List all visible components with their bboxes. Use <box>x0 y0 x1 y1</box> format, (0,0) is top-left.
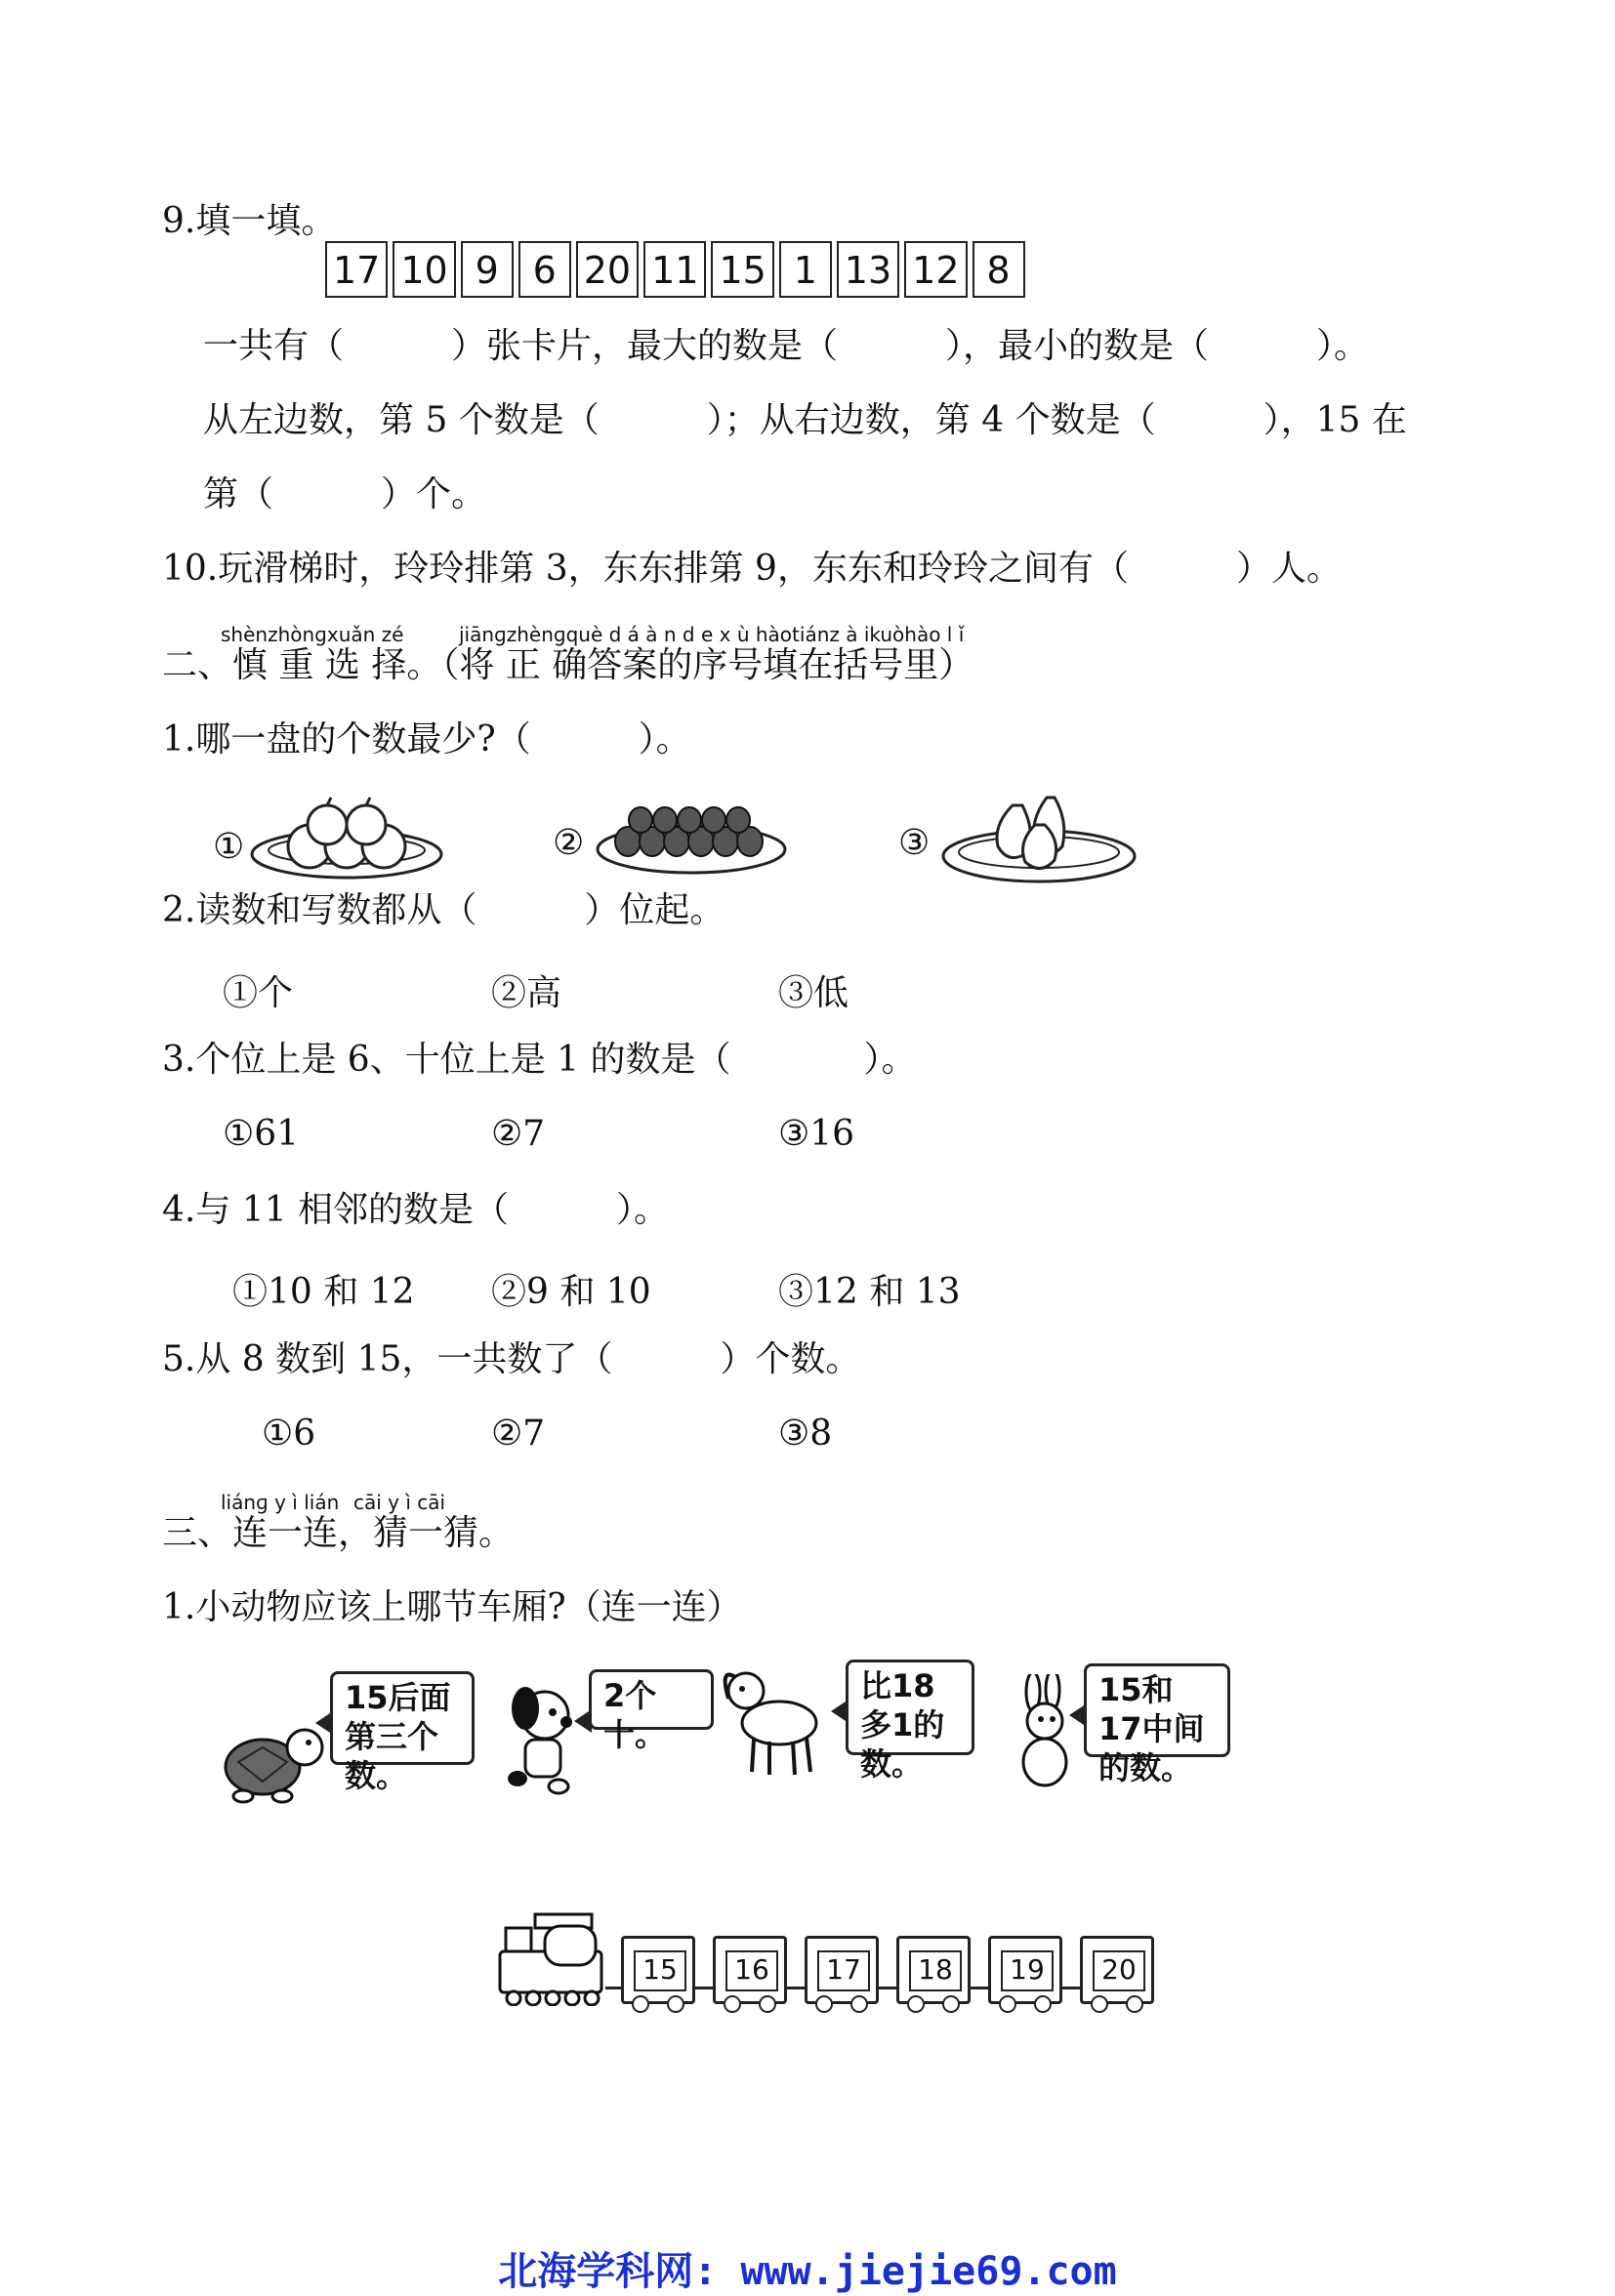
wheel-icon <box>815 1995 833 2013</box>
wagon-number: 19 <box>1001 1950 1054 1991</box>
wagon-number: 15 <box>634 1950 686 1991</box>
question-2-4 <box>162 1189 669 1232</box>
number-card: 9 <box>461 241 514 298</box>
text: ）；从右边数，第 4 个数是（ <box>706 400 1156 440</box>
text: 1.哪一盘的个数最少?（ <box>162 719 531 759</box>
number-card: 6 <box>518 241 571 298</box>
speech-bubble: 15后面第三个数。 <box>330 1671 475 1765</box>
pinyin: jiānɡzhènɡquè d á à n d e x ù hàotiánz à ikuòhào l ǐ <box>459 623 965 646</box>
number-card: 8 <box>973 241 1025 298</box>
locomotive-image <box>496 1908 605 2006</box>
section-2-heading: 二、慎 重 选 择。（将 正 确答案的序号填在括号里） <box>162 645 974 685</box>
wheel-icon <box>850 1995 868 2013</box>
wheel-icon <box>942 1995 960 2013</box>
wheel-icon <box>1091 1995 1108 2013</box>
option[interactable]: ②7 <box>491 1414 546 1454</box>
option[interactable]: ①61 <box>223 1114 300 1154</box>
turtle-image <box>219 1713 326 1806</box>
speech-bubble: 2个十。 <box>589 1669 714 1730</box>
text: ），最小的数是（ <box>945 326 1210 366</box>
option[interactable]: ③12 和 13 <box>778 1272 961 1312</box>
train-wagon[interactable] <box>1080 1936 1154 2004</box>
rabbit-image <box>1008 1674 1086 1791</box>
wheel-icon <box>1126 1995 1143 2013</box>
option[interactable]: ①6 <box>262 1414 316 1454</box>
text: ）个数。 <box>720 1339 861 1379</box>
question-2-2 <box>162 889 725 932</box>
question-9-line-2 <box>203 399 1407 442</box>
wheel-icon <box>907 1995 925 2013</box>
wheel-icon <box>724 1995 741 2013</box>
text: 从左边数，第 5 个数是（ <box>203 400 600 440</box>
number-card: 17 <box>325 241 388 298</box>
pinyin: shènzhònɡxuǎn zé <box>221 623 404 646</box>
train-wagon[interactable] <box>896 1936 971 2004</box>
wheel-icon <box>632 1995 649 2013</box>
plate-label: ① <box>213 827 245 867</box>
option[interactable]: ①10 和 12 <box>232 1272 415 1312</box>
wheel-icon <box>1034 1995 1052 2013</box>
question-9-title: 9.填一填。 <box>162 201 337 241</box>
text: ）。 <box>1316 326 1370 366</box>
question-9-line-1 <box>203 325 1369 368</box>
question-10 <box>162 548 1342 591</box>
plate-label: ③ <box>898 823 931 863</box>
option[interactable]: ①个 <box>223 973 294 1013</box>
wagon-number: 18 <box>909 1950 962 1991</box>
number-card: 13 <box>837 241 899 298</box>
footer-website: 北海学科网: www.jiejie69.com <box>498 2249 1117 2294</box>
number-card: 11 <box>643 241 706 298</box>
pinyin: cāi y ì cāi <box>353 1491 446 1514</box>
speech-bubble: 比18多1的数。 <box>846 1660 974 1755</box>
text: 4.与 11 相邻的数是（ <box>162 1190 510 1230</box>
text: ）位起。 <box>584 890 725 930</box>
text: ）。 <box>863 1040 917 1080</box>
text: 5.从 8 数到 15，一共数了（ <box>162 1339 613 1379</box>
text: 2.读数和写数都从（ <box>162 890 477 930</box>
text: 3.个位上是 6、十位上是 1 的数是（ <box>162 1040 731 1080</box>
text: ），15 在 <box>1263 400 1407 440</box>
wheel-icon <box>667 1995 684 2013</box>
train-wagon[interactable] <box>805 1936 879 2004</box>
section-3-heading: 三、连一连，猜一猜。 <box>162 1513 515 1553</box>
wheel-icon <box>999 1995 1016 2013</box>
text: ）张卡片，最大的数是（ <box>451 326 839 366</box>
text: ）个。 <box>381 474 487 514</box>
number-card: 10 <box>393 241 455 298</box>
question-9-line-3 <box>203 473 486 516</box>
dog-image <box>498 1681 586 1798</box>
wheel-icon <box>759 1995 776 2013</box>
train-wagon[interactable] <box>713 1936 787 2004</box>
question-2-1 <box>162 718 691 761</box>
question-3-1: 1.小动物应该上哪节车厢?（连一连） <box>162 1587 742 1627</box>
number-card: 1 <box>779 241 832 298</box>
pinyin: liánɡ y ì lián <box>221 1491 340 1514</box>
plate-label: ② <box>553 823 585 863</box>
option[interactable]: ②高 <box>491 973 562 1013</box>
question-2-5 <box>162 1338 860 1381</box>
text: 一共有（ <box>203 326 345 366</box>
wagon-number: 20 <box>1093 1950 1145 1991</box>
train-wagon[interactable] <box>988 1936 1062 2004</box>
number-card: 12 <box>904 241 967 298</box>
option[interactable]: ③8 <box>778 1414 833 1454</box>
number-cards <box>325 241 1025 298</box>
wagon-number: 16 <box>725 1950 778 1991</box>
wagon-number: 17 <box>817 1950 870 1991</box>
strawberry-plate-image <box>594 802 789 881</box>
number-card: 20 <box>576 241 639 298</box>
text: ）。 <box>638 719 691 759</box>
question-2-3 <box>162 1039 917 1082</box>
option[interactable]: ③16 <box>778 1114 855 1154</box>
goat-image <box>709 1660 826 1782</box>
pear-plate-image <box>939 786 1139 888</box>
speech-bubble: 15和17中间的数。 <box>1084 1663 1230 1757</box>
text: ）。 <box>616 1190 670 1230</box>
train-wagon[interactable] <box>621 1936 695 2004</box>
text: ）人。 <box>1235 549 1342 589</box>
apple-plate-image <box>249 796 449 883</box>
number-card: 15 <box>711 241 773 298</box>
text: 10.玩滑梯时，玲玲排第 3，东东排第 9，东东和玲玲之间有（ <box>162 549 1129 589</box>
option[interactable]: ③低 <box>778 973 849 1013</box>
text: 第（ <box>203 474 274 514</box>
option[interactable]: ②9 和 10 <box>491 1272 651 1312</box>
option[interactable]: ②7 <box>491 1114 546 1154</box>
